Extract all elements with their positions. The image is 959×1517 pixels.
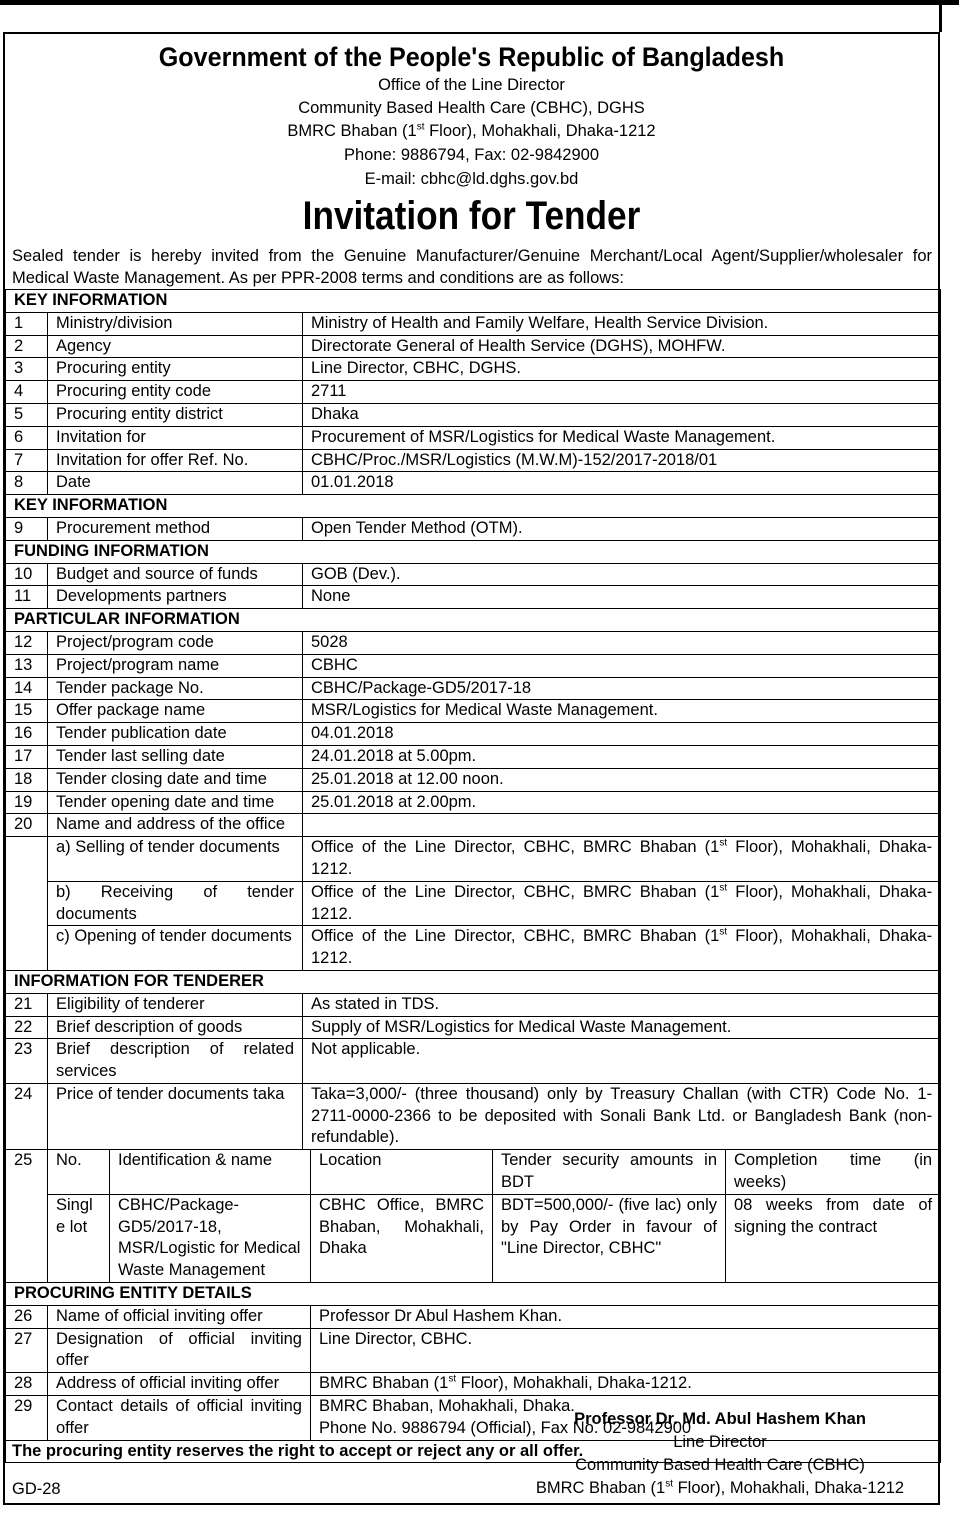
- table-row: c) Opening of tender documents Office of the Line Director, CBHC, BMRC Bhaban (1st Floor), Mohakhali, Dhaka-1212.: [6, 926, 941, 971]
- table-row: 12 Project/program code 5028: [6, 631, 941, 654]
- section-heading: FUNDING INFORMATION: [6, 540, 941, 563]
- table-row: 1 Ministry/division Ministry of Health and Family Welfare, Health Service Division.: [6, 312, 941, 335]
- table-row: 25 No. Identification & name Location Tender security amounts in BDT Completion time (in weeks): [6, 1150, 941, 1195]
- table-row: 5 Procuring entity district Dhaka: [6, 403, 941, 426]
- top-rule: [0, 0, 959, 5]
- office-line: Office of the Line Director: [378, 76, 565, 94]
- section-heading: PROCURING ENTITY DETAILS: [6, 1283, 941, 1306]
- phone-line: Phone: 9886794, Fax: 02-9842900: [343, 146, 600, 164]
- table-row: 18 Tender closing date and time 25.01.2018 at 12.00 noon.: [6, 768, 941, 791]
- table-row: 28 Address of official inviting offer BMRC Bhaban (1st Floor), Mohakhali, Dhaka-1212.: [6, 1373, 941, 1396]
- government-heading: Government of the People's Republic of Bangladesh: [158, 42, 785, 72]
- table-row: 2 Agency Directorate General of Health Service (DGHS), MOHFW.: [6, 335, 941, 358]
- table-row: b) Receiving of tender documents Office of the Line Director, CBHC, BMRC Bhaban (1st Floor), Mohakhali, Dhaka-1212.: [6, 881, 941, 926]
- signatory-name: Professor Dr. Md. Abul Hashem Khan: [574, 1410, 866, 1428]
- address-line: BMRC Bhaban (1st Floor), Mohakhali, Dhaka-1212: [287, 121, 656, 140]
- table-row: Single lot CBHC/Package-GD5/2017-18, MSR/Logistic for Medical Waste Management CBHC Office, BMRC Bhaban, Mohakhali, Dhaka BDT=500,000/- (five lac) only by Pay Order in favour of "Line Director, CBHC" 08 weeks from date of signing the contract: [6, 1194, 941, 1282]
- intro-paragraph: Sealed tender is hereby invited from the Genuine Manufacturer/Genuine Merchant/Local Agent/Supplier/wholesaler for Medical Waste Management. As per PPR-2008 terms and conditions are as follows:: [12, 247, 932, 287]
- right-rule: [939, 0, 942, 32]
- section-heading: PARTICULAR INFORMATION: [6, 609, 941, 632]
- table-row: a) Selling of tender documents Office of the Line Director, CBHC, BMRC Bhaban (1st Floor), Mohakhali, Dhaka-1212.: [6, 837, 941, 882]
- table-row: 19 Tender opening date and time 25.01.2018 at 2.00pm.: [6, 791, 941, 814]
- table-row: 29 Contact details of official inviting offer BMRC Bhaban, Mohakhali, Dhaka. Phone No. 9886794 (Official), Fax No. 02-9842900: [6, 1396, 941, 1441]
- table-row: 14 Tender package No. CBHC/Package-GD5/2017-18: [6, 677, 941, 700]
- table-row: 7 Invitation for offer Ref. No. CBHC/Proc./MSR/Logistics (M.W.M)-152/2017-2018/01: [6, 449, 941, 472]
- table-row: 23 Brief description of related services Not applicable.: [6, 1039, 941, 1084]
- table-row: 20 Name and address of the office: [6, 814, 941, 837]
- cbhc-line: Community Based Health Care (CBHC), DGHS: [298, 99, 645, 117]
- section-heading: KEY INFORMATION: [6, 290, 941, 313]
- table-row: 17 Tender last selling date 24.01.2018 at 5.00pm.: [6, 745, 941, 768]
- document-code: GD-28: [12, 1480, 61, 1498]
- table-row: 11 Developments partners None: [6, 586, 941, 609]
- table-row: 3 Procuring entity Line Director, CBHC, DGHS.: [6, 358, 941, 381]
- table-row: 4 Procuring entity code 2711: [6, 381, 941, 404]
- table-row: 6 Invitation for Procurement of MSR/Logistics for Medical Waste Management.: [6, 426, 941, 449]
- table-row: 27 Designation of official inviting offer Line Director, CBHC.: [6, 1328, 941, 1373]
- table-row: 13 Project/program name CBHC: [6, 654, 941, 677]
- table-row: 9 Procurement method Open Tender Method (OTM).: [6, 517, 941, 540]
- tender-table: [5, 289, 941, 1463]
- table-row: 8 Date 01.01.2018: [6, 472, 941, 495]
- section-heading: INFORMATION FOR TENDERER: [6, 970, 941, 993]
- signatory-org: Community Based Health Care (CBHC): [575, 1456, 865, 1474]
- table-row: 26 Name of official inviting offer Professor Dr Abul Hashem Khan.: [6, 1305, 941, 1328]
- table-row: 24 Price of tender documents taka Taka=3,000/- (three thousand) only by Treasury Challan (with CTR) Code No. 1-2711-0000-2366 to be deposited with Sonali Bank Ltd. or Bangladesh Bank (non-refundable).: [6, 1083, 941, 1149]
- signatory-designation: Line Director: [673, 1433, 767, 1451]
- table-row: 10 Budget and source of funds GOB (Dev.).: [6, 563, 941, 586]
- footer-note: The procuring entity reserves the right to accept or reject any or all offer.: [6, 1440, 941, 1463]
- table-row: 21 Eligibility of tenderer As stated in TDS.: [6, 993, 941, 1016]
- table-row: 15 Offer package name MSR/Logistics for Medical Waste Management.: [6, 700, 941, 723]
- section-heading: KEY INFORMATION: [6, 495, 941, 518]
- email-line: E-mail: cbhc@ld.dghs.gov.bd: [364, 170, 579, 188]
- page-title: Invitation for Tender: [302, 194, 641, 238]
- signatory-address: BMRC Bhaban (1st Floor), Mohakhali, Dhaka-1212: [535, 1478, 905, 1497]
- table-row: 16 Tender publication date 04.01.2018: [6, 723, 941, 746]
- table-row: 22 Brief description of goods Supply of MSR/Logistics for Medical Waste Management.: [6, 1016, 941, 1039]
